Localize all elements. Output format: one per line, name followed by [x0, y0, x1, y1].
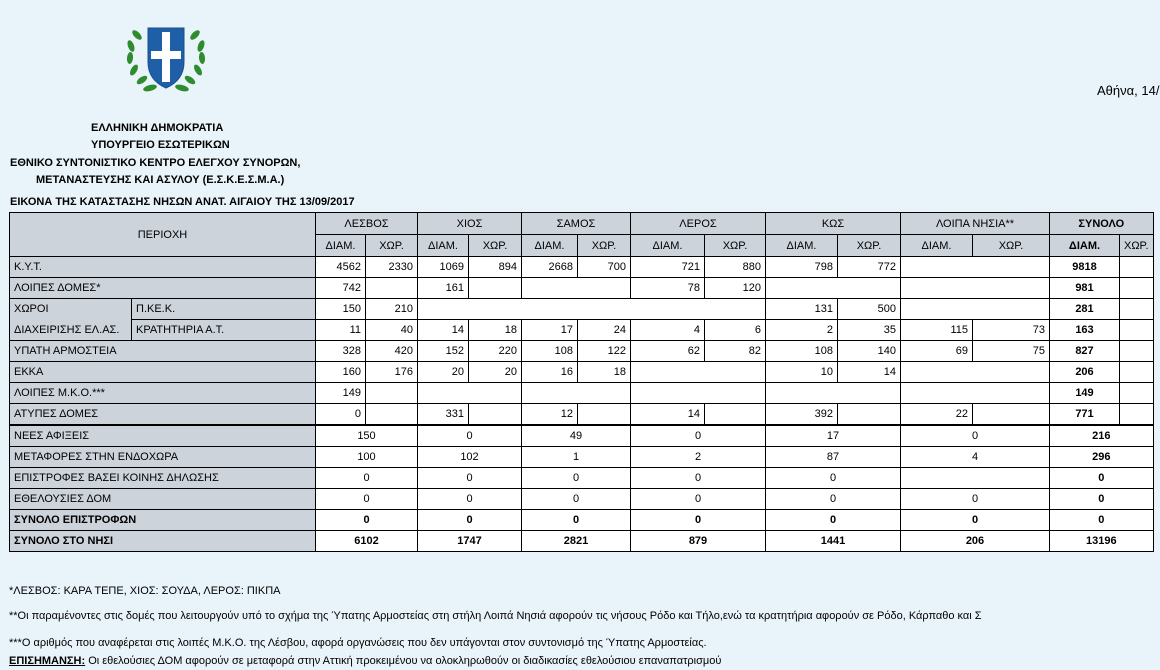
- header-republic: ΕΛΛΗΝΙΚΗ ΔΗΜΟΚΡΑΤΙΑ: [91, 122, 224, 134]
- sub-header: ΧΩΡ.: [705, 235, 766, 257]
- table-row: [10, 510, 1154, 531]
- table-cell: 75: [973, 341, 1050, 362]
- region-header: ΠΕΡΙΟΧΗ: [10, 213, 316, 257]
- table-cell: 14: [838, 362, 901, 383]
- table-row: [10, 299, 1154, 320]
- table-subtitle: ΕΙΚΟΝΑ ΤΗΣ ΚΑΤΑΣΤΑΣΗΣ ΝΗΣΩΝ ΑΝΑΤ. ΑΙΓΑΙΟΥ ΤΗΣ 13/09/2017: [10, 196, 355, 208]
- table-cell: 22: [901, 404, 973, 426]
- table-cell: 69: [901, 341, 973, 362]
- empty-cell: [366, 404, 418, 426]
- sub-header: ΔΙΑΜ.: [316, 235, 366, 257]
- table-cell: 0: [316, 404, 366, 426]
- sub-header: ΔΙΑΜ.: [1050, 235, 1120, 257]
- table-cell: 0: [901, 489, 1050, 510]
- table-cell: 0: [766, 510, 901, 531]
- island-header: ΛΟΙΠΑ ΝΗΣΙΑ**: [901, 213, 1050, 235]
- table-row: [10, 468, 1154, 489]
- total-cell: 13196: [1050, 531, 1154, 552]
- emphasis-text: Οι εθελούσιες ΔΟΜ αφορούν σε μεταφορά στην Αττική προκειμένου να ολοκληρωθούν οι διαδικασίες εθελούσιου επαναπατρισμού: [85, 655, 722, 667]
- empty-cell: [1120, 362, 1154, 383]
- table-cell: 6: [705, 320, 766, 341]
- table-cell: 14: [418, 320, 469, 341]
- date: Αθήνα, 14/: [1097, 83, 1160, 98]
- table-cell: 4: [901, 447, 1050, 468]
- table-cell: 880: [705, 257, 766, 278]
- empty-cell: [366, 278, 418, 299]
- row-label: ΛΟΙΠΕΣ ΔΟΜΕΣ*: [10, 278, 316, 299]
- table-cell: 894: [469, 257, 522, 278]
- table-cell: 0: [418, 489, 522, 510]
- table-row: [10, 447, 1154, 468]
- table-cell: 0: [631, 510, 766, 531]
- table-cell: 20: [418, 362, 469, 383]
- sub-header: ΧΩΡ.: [973, 235, 1050, 257]
- table-cell: 62: [631, 341, 705, 362]
- island-header: ΧΙΟΣ: [418, 213, 522, 235]
- islands-status-table: [9, 212, 1154, 552]
- total-cell: 0: [1050, 468, 1154, 489]
- table-cell: 73: [973, 320, 1050, 341]
- empty-cell: [766, 278, 901, 299]
- total-cell: 827: [1050, 341, 1120, 362]
- table-cell: 220: [469, 341, 522, 362]
- empty-cell: [366, 383, 418, 404]
- row-label: ΣΥΝΟΛΟ ΣΤΟ ΝΗΣΙ: [10, 531, 316, 552]
- table-cell: 176: [366, 362, 418, 383]
- table-cell: 0: [901, 510, 1050, 531]
- table-cell: 18: [578, 362, 631, 383]
- row-label: ΜΕΤΑΦΟΡΕΣ ΣΤΗΝ ΕΝΔΟΧΩΡΑ: [10, 447, 316, 468]
- row-label: ΕΠΙΣΤΡΟΦΕΣ ΒΑΣΕΙ ΚΟΙΝΗΣ ΔΗΛΩΣΗΣ: [10, 468, 316, 489]
- table-cell: 14: [631, 404, 705, 426]
- empty-cell: [901, 278, 1050, 299]
- table-cell: 798: [766, 257, 838, 278]
- total-cell: 0: [1050, 510, 1154, 531]
- total-cell: 981: [1050, 278, 1120, 299]
- table-cell: 0: [522, 489, 631, 510]
- table-cell: 24: [578, 320, 631, 341]
- footnote-1: *ΛΕΣΒΟΣ: ΚΑΡΑ ΤΕΠΕ, ΧΙΟΣ: ΣΟΥΔΑ, ΛΕΡΟΣ: ΠΙΚΠΑ: [9, 585, 281, 597]
- table-cell: 78: [631, 278, 705, 299]
- table-cell: 1747: [418, 531, 522, 552]
- table-cell: 49: [522, 425, 631, 447]
- sub-header: ΔΙΑΜ.: [631, 235, 705, 257]
- table-cell: 102: [418, 447, 522, 468]
- table-cell: 108: [766, 341, 838, 362]
- row-label: ΚΡΑΤΗΤΗΡΙΑ Α.Τ.: [132, 320, 316, 341]
- sub-header: ΧΩΡ.: [838, 235, 901, 257]
- table-cell: 500: [838, 299, 901, 320]
- total-cell: 9818: [1050, 257, 1120, 278]
- sub-header: ΧΩΡ.: [578, 235, 631, 257]
- table-cell: 328: [316, 341, 366, 362]
- table-cell: 392: [766, 404, 838, 426]
- table-row: [10, 278, 1154, 299]
- table-cell: 18: [469, 320, 522, 341]
- table-cell: 0: [901, 425, 1050, 447]
- table-cell: 20: [469, 362, 522, 383]
- sub-header: ΧΩΡ.: [366, 235, 418, 257]
- empty-cell: [522, 278, 631, 299]
- total-cell: 296: [1050, 447, 1154, 468]
- empty-cell: [418, 299, 766, 320]
- empty-cell: [1120, 320, 1154, 341]
- table-cell: 0: [418, 468, 522, 489]
- total-cell: 163: [1050, 320, 1120, 341]
- table-row: [10, 383, 1154, 404]
- empty-cell: [901, 299, 1050, 320]
- table-cell: 742: [316, 278, 366, 299]
- empty-cell: [1120, 299, 1154, 320]
- row-label: ΛΟΙΠΕΣ Μ.Κ.Ο.***: [10, 383, 316, 404]
- table-cell: 149: [316, 383, 366, 404]
- sub-header: ΧΩΡ.: [1120, 235, 1154, 257]
- table-cell: 12: [522, 404, 578, 426]
- footnote-3: ***Ο αριθμός που αναφέρεται στις λοιπές Μ.Κ.Ο. της Λέσβου, αφορά οργανώσεις που δεν υπάγονται στον συντονισμό της Ύπατης Αρμοστείας.: [9, 637, 707, 649]
- island-header: ΛΕΣΒΟΣ: [316, 213, 418, 235]
- table-row: [10, 489, 1154, 510]
- total-cell: 206: [1050, 362, 1120, 383]
- total-cell: 149: [1050, 383, 1120, 404]
- table-cell: 0: [522, 510, 631, 531]
- empty-cell: [1120, 341, 1154, 362]
- sub-header: ΔΙΑΜ.: [766, 235, 838, 257]
- header-center-line2: ΜΕΤΑΝΑΣΤΕΥΣΗΣ ΚΑΙ ΑΣΥΛΟΥ (Ε.Σ.Κ.Ε.Σ.Μ.Α.): [36, 174, 285, 186]
- table-cell: 0: [418, 510, 522, 531]
- sub-header: ΔΙΑΜ.: [901, 235, 973, 257]
- table-cell: 161: [418, 278, 469, 299]
- row-label: ΝΕΕΣ ΑΦΙΞΕΙΣ: [10, 425, 316, 447]
- table-cell: 0: [316, 468, 418, 489]
- empty-cell: [1120, 404, 1154, 426]
- table-cell: 40: [366, 320, 418, 341]
- group-label: ΔΙΑΧΕΙΡΙΣΗΣ ΕΛ.ΑΣ.: [10, 320, 132, 341]
- table-cell: 17: [522, 320, 578, 341]
- table-cell: 120: [705, 278, 766, 299]
- table-cell: 2: [766, 320, 838, 341]
- table-cell: 420: [366, 341, 418, 362]
- table-row: [10, 404, 1154, 426]
- header-row-islands: [10, 213, 1154, 235]
- empty-cell: [973, 404, 1050, 426]
- island-header: ΣΑΜΟΣ: [522, 213, 631, 235]
- table-cell: 16: [522, 362, 578, 383]
- empty-cell: [901, 362, 1050, 383]
- table-cell: 0: [522, 468, 631, 489]
- table-cell: 4: [631, 320, 705, 341]
- table-cell: 160: [316, 362, 366, 383]
- sub-header: ΧΩΡ.: [469, 235, 522, 257]
- row-label: ΣΥΝΟΛΟ ΕΠΙΣΤΡΟΦΩΝ: [10, 510, 316, 531]
- empty-cell: [901, 468, 1050, 489]
- table-cell: 1: [522, 447, 631, 468]
- table-cell: 152: [418, 341, 469, 362]
- table-cell: 82: [705, 341, 766, 362]
- sub-header: ΔΙΑΜ.: [522, 235, 578, 257]
- row-label: ΕΚΚΑ: [10, 362, 316, 383]
- table-cell: 115: [901, 320, 973, 341]
- table-cell: 140: [838, 341, 901, 362]
- table-cell: 721: [631, 257, 705, 278]
- empty-cell: [631, 362, 766, 383]
- table-cell: 0: [631, 489, 766, 510]
- row-label: ΕΘΕΛΟΥΣΙΕΣ ΔΟΜ: [10, 489, 316, 510]
- empty-cell: [522, 383, 631, 404]
- table-cell: 0: [418, 425, 522, 447]
- table-cell: 206: [901, 531, 1050, 552]
- table-row: [10, 362, 1154, 383]
- table-row: [10, 425, 1154, 447]
- greek-emblem-icon: [120, 18, 212, 96]
- footnote-2: **Οι παραμένοντες στις δομές που λειτουργούν υπό το σχήμα της Ύπατης Αρμοστείας στη στήλη Λοιπά Νησιά αφορούν τις νήσους Ρόδο και Τήλο,ενώ τα κρατητήρια αφορούν σε Ρόδο, Κάρπαθο και Σ: [9, 610, 982, 622]
- table-cell: 0: [766, 489, 901, 510]
- table-cell: 35: [838, 320, 901, 341]
- empty-cell: [418, 383, 522, 404]
- table-cell: 772: [838, 257, 901, 278]
- table-cell: 2668: [522, 257, 578, 278]
- empty-cell: [901, 257, 1050, 278]
- group-label: ΧΩΡΟΙ: [10, 299, 132, 320]
- table-cell: 0: [766, 468, 901, 489]
- empty-cell: [705, 404, 766, 426]
- table-cell: 0: [316, 510, 418, 531]
- header-ministry: ΥΠΟΥΡΓΕΙΟ ΕΣΩΤΕΡΙΚΩΝ: [91, 139, 230, 151]
- row-label: Κ.Υ.Τ.: [10, 257, 316, 278]
- empty-cell: [469, 404, 522, 426]
- sub-header: ΔΙΑΜ.: [418, 235, 469, 257]
- table-cell: 0: [631, 468, 766, 489]
- table-cell: 87: [766, 447, 901, 468]
- empty-cell: [1120, 278, 1154, 299]
- table-cell: 210: [366, 299, 418, 320]
- table-cell: 10: [766, 362, 838, 383]
- island-header: ΚΩΣ: [766, 213, 901, 235]
- row-label: Π.ΚΕ.Κ.: [132, 299, 316, 320]
- table-cell: 0: [316, 489, 418, 510]
- empty-cell: [578, 404, 631, 426]
- total-cell: 0: [1050, 489, 1154, 510]
- total-header: ΣΥΝΟΛΟ: [1050, 213, 1154, 235]
- table-cell: 150: [316, 425, 418, 447]
- table-cell: 331: [418, 404, 469, 426]
- footnote-4: [9, 655, 721, 667]
- table-cell: 100: [316, 447, 418, 468]
- row-label: ΑΤΥΠΕΣ ΔΟΜΕΣ: [10, 404, 316, 426]
- table-row: [10, 531, 1154, 552]
- table-cell: 2: [631, 447, 766, 468]
- table-cell: 122: [578, 341, 631, 362]
- table-cell: 150: [316, 299, 366, 320]
- table-cell: 2821: [522, 531, 631, 552]
- table-cell: 2330: [366, 257, 418, 278]
- table-cell: 700: [578, 257, 631, 278]
- empty-cell: [1120, 257, 1154, 278]
- empty-cell: [766, 383, 901, 404]
- island-header: ΛΕΡΟΣ: [631, 213, 766, 235]
- empty-cell: [631, 383, 766, 404]
- table-cell: 879: [631, 531, 766, 552]
- table-cell: 11: [316, 320, 366, 341]
- empty-cell: [901, 383, 1050, 404]
- header-center-line1: ΕΘΝΙΚΟ ΣΥΝΤΟΝΙΣΤΙΚΟ ΚΕΝΤΡΟ ΕΛΕΓΧΟΥ ΣΥΝΟΡΩΝ,: [10, 157, 301, 169]
- empty-cell: [1120, 383, 1154, 404]
- table-cell: 131: [766, 299, 838, 320]
- table-cell: 1441: [766, 531, 901, 552]
- table-row: [10, 257, 1154, 278]
- table-row: [10, 320, 1154, 341]
- total-cell: 216: [1050, 425, 1154, 447]
- total-cell: 281: [1050, 299, 1120, 320]
- row-label: ΥΠΑΤΗ ΑΡΜΟΣΤΕΙΑ: [10, 341, 316, 362]
- empty-cell: [838, 404, 901, 426]
- table-cell: 108: [522, 341, 578, 362]
- table-cell: 4562: [316, 257, 366, 278]
- total-cell: 771: [1050, 404, 1120, 426]
- table-cell: 6102: [316, 531, 418, 552]
- table-cell: 1069: [418, 257, 469, 278]
- emphasis-label: ΕΠΙΣΗΜΑΝΣΗ:: [9, 655, 86, 667]
- table-row: [10, 341, 1154, 362]
- table-cell: 0: [631, 425, 766, 447]
- empty-cell: [469, 278, 522, 299]
- table-cell: 17: [766, 425, 901, 447]
